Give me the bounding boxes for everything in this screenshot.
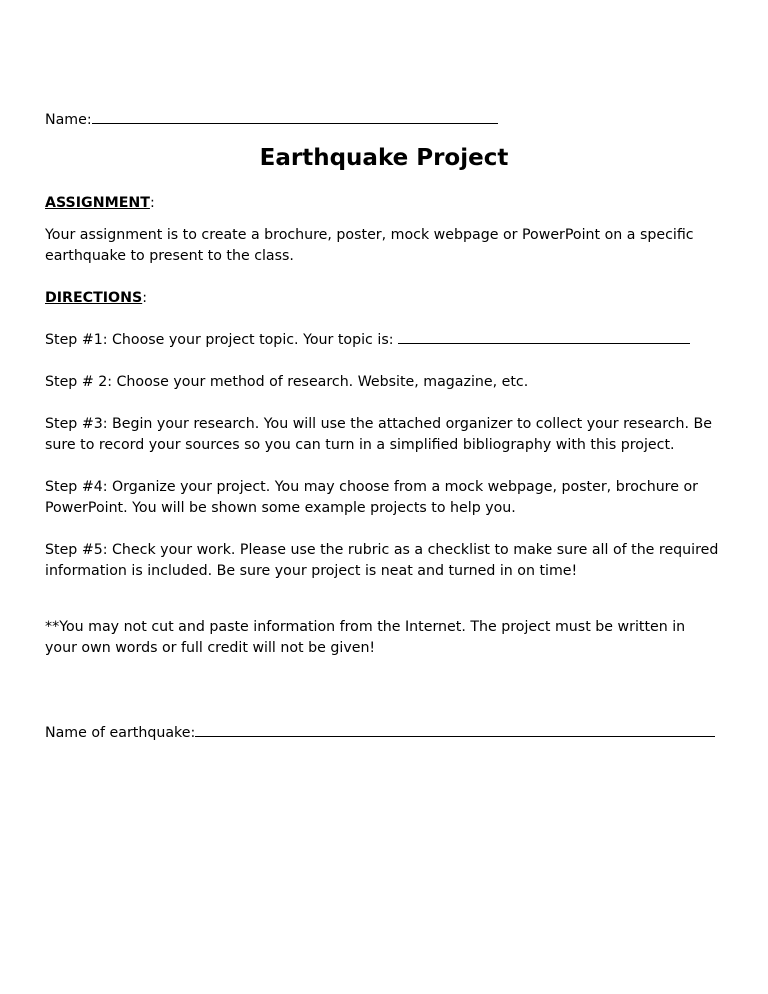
step-3-paragraph	[45, 414, 735, 456]
directions-heading: DIRECTIONS	[45, 290, 143, 306]
student-name-blank[interactable]	[92, 111, 498, 124]
student-name-label: Name:	[45, 112, 92, 128]
assignment-paragraph	[45, 225, 735, 267]
step-1-text: Step #1: Choose your project topic. Your topic is:	[45, 332, 398, 348]
assignment-line-1: Your assignment is to create a brochure, poster, mock webpage or PowerPoint on a specific	[45, 227, 694, 243]
directions-colon: :	[142, 290, 147, 306]
step-4-line-2: PowerPoint. You will be shown some example projects to help you.	[45, 500, 516, 516]
note-line-2: your own words or full credit will not be given!	[45, 640, 376, 656]
earthquake-name-row	[45, 723, 715, 744]
step-5-paragraph	[45, 540, 735, 582]
step-3-line-2: sure to record your sources so you can turn in a simplified bibliography with this project.	[45, 437, 675, 453]
step-2-text: Step # 2: Choose your method of research. Website, magazine, etc.	[45, 374, 529, 390]
step-5-line-1: Step #5: Check your work. Please use the rubric as a checklist to make sure all of the required	[45, 542, 719, 558]
page-title: Earthquake Project	[259, 145, 509, 171]
note-paragraph	[45, 617, 735, 659]
topic-blank[interactable]	[398, 331, 690, 344]
note-line-1: **You may not cut and paste information from the Internet. The project must be written in	[45, 619, 686, 635]
step-1-row	[45, 330, 690, 351]
step-5-line-2: information is included. Be sure your project is neat and turned in on time!	[45, 563, 578, 579]
directions-heading-row	[45, 288, 147, 309]
assignment-heading: ASSIGNMENT	[45, 195, 150, 211]
earthquake-name-label: Name of earthquake:	[45, 725, 196, 741]
step-4-paragraph	[45, 477, 735, 519]
assignment-heading-row	[45, 193, 155, 214]
earthquake-name-blank[interactable]	[195, 724, 715, 737]
student-name-row	[45, 110, 498, 131]
assignment-line-2: earthquake to present to the class.	[45, 248, 294, 264]
assignment-colon: :	[149, 195, 155, 211]
step-3-line-1: Step #3: Begin your research. You will use the attached organizer to collect your research. Be	[45, 416, 713, 432]
step-4-line-1: Step #4: Organize your project. You may choose from a mock webpage, poster, brochure or	[45, 479, 698, 495]
